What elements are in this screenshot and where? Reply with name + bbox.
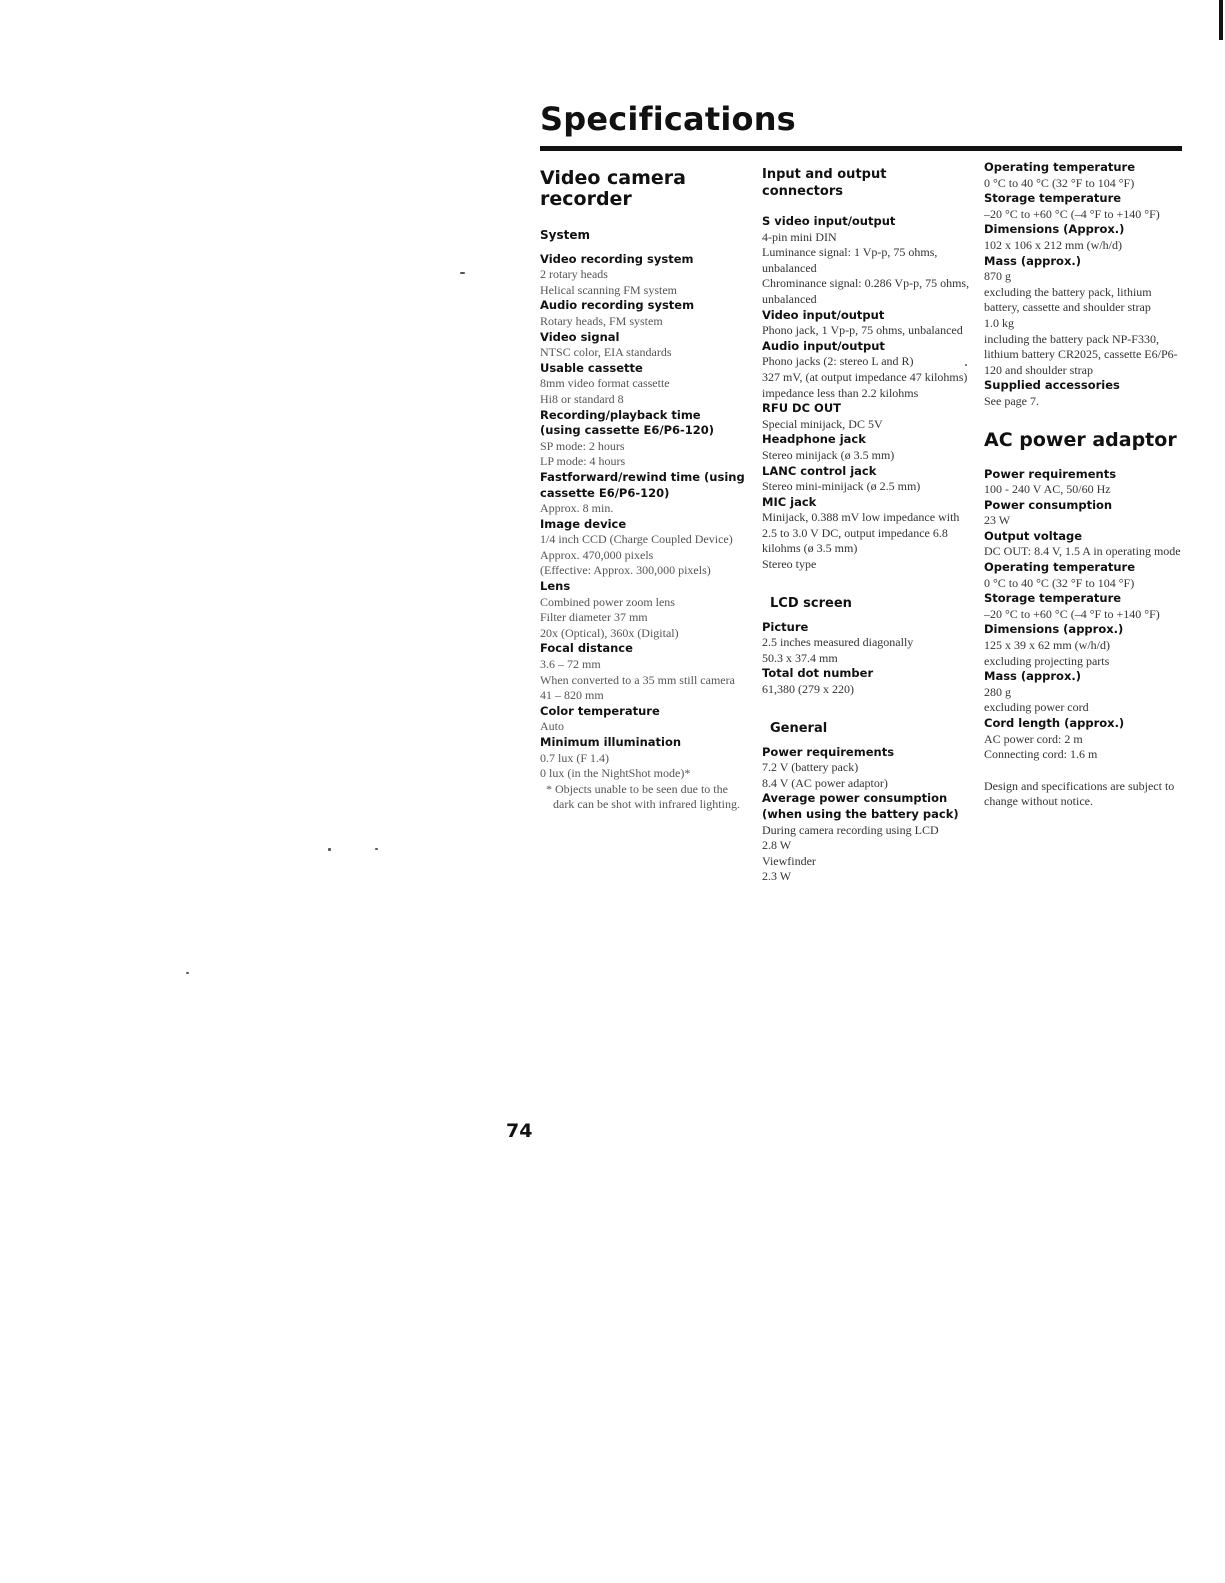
spec-value: including the battery pack NP-F330, lithium battery CR2025, cassette E6/P6-120 and shoulder strap xyxy=(984,331,1178,377)
spec-value: Stereo mini-minijack (ø 2.5 mm) xyxy=(762,479,921,494)
spec-heading-video-io: Video input/output xyxy=(762,307,885,322)
corner-mark xyxy=(1219,0,1223,40)
spec-heading-video-signal: Video signal xyxy=(540,329,620,344)
spec-heading-picture: Picture xyxy=(762,619,809,634)
spec-value: Hi8 or standard 8 xyxy=(540,391,624,406)
spec-value: 280 g xyxy=(984,684,1011,699)
spec-heading-cord-length: Cord length (approx.) xyxy=(984,716,1125,730)
spec-value: See page 7. xyxy=(984,393,1039,408)
spec-heading-mic-jack: MIC jack xyxy=(762,494,817,509)
spec-value: 8.4 V (AC power adaptor) xyxy=(762,775,888,790)
system-heading: System xyxy=(540,228,590,242)
spec-value: 50.3 x 37.4 mm xyxy=(762,650,838,665)
spec-value: 2 rotary heads xyxy=(540,267,608,282)
column-connectors-lcd-general xyxy=(762,160,972,885)
spec-value: Stereo type xyxy=(762,557,817,572)
spec-value: Auto xyxy=(540,719,564,734)
spec-value: Viewfinder xyxy=(762,853,816,868)
spec-value: Approx. 470,000 pixels xyxy=(540,547,654,562)
spec-heading-minimum-illumination: Minimum illumination xyxy=(540,735,682,749)
spec-value: Filter diameter 37 mm xyxy=(540,610,648,625)
spec-heading-fastforward-rewind-time: Fastforward/rewind time (using cassette E6/P6-120) xyxy=(540,469,745,500)
spec-value: 0 °C to 40 °C (32 °F to 104 °F) xyxy=(984,575,1135,590)
spec-value: Phono jacks (2: stereo L and R) xyxy=(762,354,914,369)
scan-speck xyxy=(186,972,189,974)
spec-value: 0 lux (in the NightShot mode)* xyxy=(540,766,691,781)
spec-value: excluding projecting parts xyxy=(984,653,1110,668)
spec-value: Combined power zoom lens xyxy=(540,594,675,609)
scan-speck xyxy=(460,272,465,274)
spec-value: Chrominance signal: 0.286 Vp-p, 75 ohms, unbalanced xyxy=(762,276,970,306)
spec-value: 3.6 – 72 mm xyxy=(540,657,601,672)
spec-heading-audio-io: Audio input/output xyxy=(762,338,885,353)
spec-heading-video-recording-system: Video recording system xyxy=(540,251,694,266)
spec-heading-lanc-control-jack: LANC control jack xyxy=(762,463,877,478)
section-title-video-camera-recorder: Video camera recorder xyxy=(540,167,686,210)
spec-value: 23 W xyxy=(984,513,1011,528)
spec-value: 41 – 820 mm xyxy=(540,688,604,703)
page-title: Specifications xyxy=(540,100,796,138)
spec-heading-lens: Lens xyxy=(540,579,571,594)
spec-value: Minijack, 0.388 mV low impedance with 2.5 to 3.0 V DC, output impedance 6.8 kilohms (ø 3.5 mm) xyxy=(762,510,960,556)
spec-heading-output-voltage: Output voltage xyxy=(984,528,1083,543)
title-rule xyxy=(540,146,1182,151)
spec-value: excluding power cord xyxy=(984,700,1089,715)
spec-value: 327 mV, (at output impedance 47 kilohms) impedance less than 2.2 kilohms xyxy=(762,369,968,400)
spec-value: Connecting cord: 1.6 m xyxy=(984,747,1098,762)
spec-value: 2.3 W xyxy=(762,869,792,884)
spec-heading-usable-cassette: Usable cassette xyxy=(540,360,643,375)
spec-value: 0 °C to 40 °C (32 °F to 104 °F) xyxy=(984,175,1135,190)
spec-value: (Effective: Approx. 300,000 pixels) xyxy=(540,563,711,578)
spec-heading-recording-playback-time: Recording/playback time (using cassette E6/P6-120) xyxy=(540,407,715,438)
spec-heading-ac-power-requirements: Power requirements xyxy=(984,466,1117,481)
spec-value: 1.0 kg xyxy=(984,315,1014,330)
footnote: * Objects unable to be seen due to the dark can be shot with infrared lighting. xyxy=(546,781,740,812)
spec-heading-ac-dimensions: Dimensions (approx.) xyxy=(984,622,1124,637)
spec-heading-ac-mass: Mass (approx.) xyxy=(984,669,1081,684)
spec-heading-s-video: S video input/output xyxy=(762,214,896,228)
spec-value: DC OUT: 8.4 V, 1.5 A in operating mode xyxy=(984,544,1181,559)
spec-value: Rotary heads, FM system xyxy=(540,313,663,328)
spec-heading-rfu-dc-out: RFU DC OUT xyxy=(762,401,842,416)
spec-heading-supplied-accessories: Supplied accessories xyxy=(984,378,1120,393)
spec-heading-ac-operating-temperature: Operating temperature xyxy=(984,560,1135,575)
spec-value: NTSC color, EIA standards xyxy=(540,345,672,360)
spec-heading-average-power-consumption: Average power consumption (when using the battery pack) xyxy=(762,791,959,821)
spec-value: Special minijack, DC 5V xyxy=(762,416,883,431)
spec-heading-power-requirements: Power requirements xyxy=(762,744,895,759)
spec-value: During camera recording using LCD xyxy=(762,822,939,837)
spec-heading-image-device: Image device xyxy=(540,516,627,531)
spec-value: AC power cord: 2 m xyxy=(984,731,1083,746)
section-title-ac-power-adaptor: AC power adaptor xyxy=(984,428,1177,451)
spec-value: 1/4 inch CCD (Charge Coupled Device) xyxy=(540,532,733,547)
spec-value: When converted to a 35 mm still camera xyxy=(540,672,735,687)
spec-heading-ac-storage-temperature: Storage temperature xyxy=(984,591,1122,606)
spec-value: SP mode: 2 hours xyxy=(540,438,625,453)
spec-heading-dimensions: Dimensions (Approx.) xyxy=(984,222,1125,237)
spec-heading-headphone-jack: Headphone jack xyxy=(762,432,866,447)
page-number: 74 xyxy=(506,1120,533,1142)
spec-heading-storage-temperature: Storage temperature xyxy=(984,191,1122,206)
spec-value: –20 °C to +60 °C (–4 °F to +140 °F) xyxy=(984,606,1160,621)
spec-value: 2.8 W xyxy=(762,838,792,853)
section-title-lcd-screen: LCD screen xyxy=(770,595,852,611)
spec-heading-ac-power-consumption: Power consumption xyxy=(984,497,1113,512)
column-recorder-continued-ac-adaptor xyxy=(984,160,1189,810)
spec-value: 4-pin mini DIN xyxy=(762,229,837,244)
spec-heading-mass: Mass (approx.) xyxy=(984,253,1081,268)
spec-value: 2.5 inches measured diagonally xyxy=(762,635,914,650)
spec-value: Approx. 8 min. xyxy=(540,501,614,516)
spec-heading-audio-recording-system: Audio recording system xyxy=(540,298,695,313)
spec-value: 0.7 lux (F 1.4) xyxy=(540,750,609,765)
change-notice: Design and specifications are subject to change without notice. xyxy=(984,778,1175,809)
spec-value: 61,380 (279 x 220) xyxy=(762,682,854,697)
spec-value: 125 x 39 x 62 mm (w/h/d) xyxy=(984,638,1110,653)
column-video-camera-recorder xyxy=(540,160,745,813)
spec-value: Helical scanning FM system xyxy=(540,282,677,297)
spec-heading-operating-temperature: Operating temperature xyxy=(984,160,1135,174)
spec-value: 102 x 106 x 212 mm (w/h/d) xyxy=(984,237,1122,252)
spec-value: 870 g xyxy=(984,269,1011,284)
spec-value: –20 °C to +60 °C (–4 °F to +140 °F) xyxy=(984,206,1160,221)
spec-value: LP mode: 4 hours xyxy=(540,454,626,469)
spec-value: excluding the battery pack, lithium battery, cassette and shoulder strap xyxy=(984,284,1152,315)
spec-heading-focal-distance: Focal distance xyxy=(540,641,633,656)
scan-speck xyxy=(328,848,331,851)
scan-speck xyxy=(375,848,378,850)
spec-value: Stereo minijack (ø 3.5 mm) xyxy=(762,447,895,462)
spec-value: Luminance signal: 1 Vp-p, 75 ohms, unbalanced xyxy=(762,245,938,275)
spec-heading-total-dot-number: Total dot number xyxy=(762,666,874,681)
scan-speck xyxy=(965,364,967,366)
spec-heading-color-temperature: Color temperature xyxy=(540,703,660,718)
spec-value: 20x (Optical), 360x (Digital) xyxy=(540,625,679,640)
spec-value: 7.2 V (battery pack) xyxy=(762,760,859,775)
spec-value: 100 - 240 V AC, 50/60 Hz xyxy=(984,482,1111,497)
spec-value: 8mm video format cassette xyxy=(540,376,670,391)
section-title-input-output-connectors: Input and output connectors xyxy=(762,167,887,199)
spec-value: Phono jack, 1 Vp-p, 75 ohms, unbalanced xyxy=(762,323,963,338)
section-title-general: General xyxy=(770,720,828,736)
